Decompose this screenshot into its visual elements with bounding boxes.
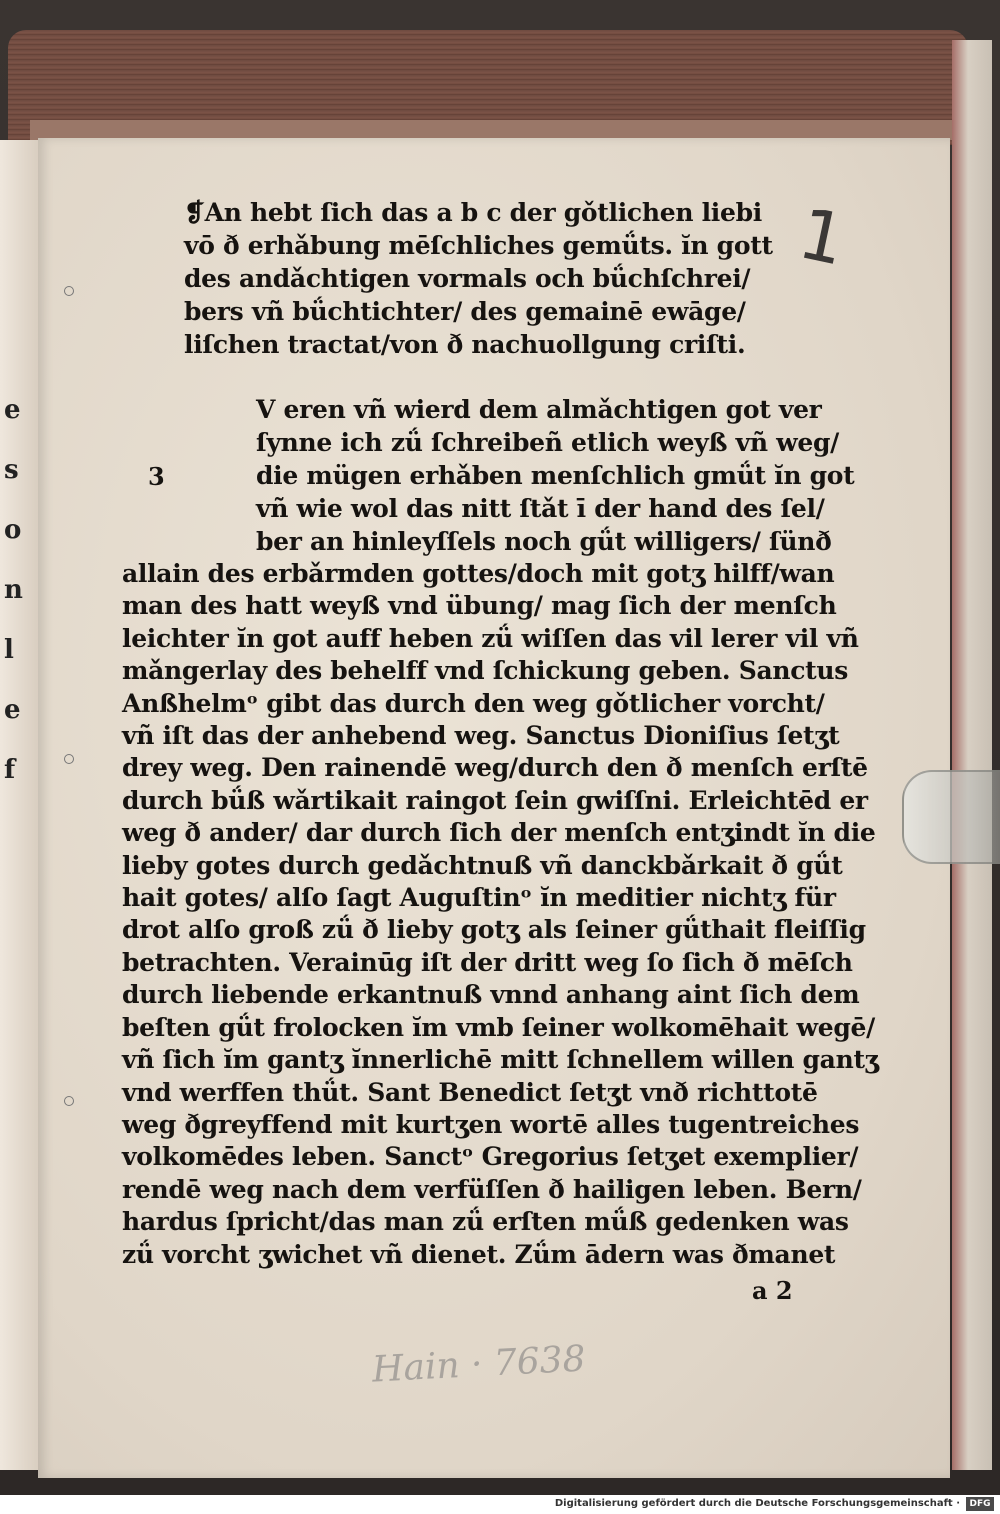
body-line: drey weg. Den rainendē weg/durch den ð menſch erſtē [122, 753, 868, 783]
left-mark: e [4, 395, 21, 425]
left-mark: e [4, 695, 21, 725]
page-clip [902, 770, 1000, 864]
body-line: vñ wie wol das nitt ſtǎt ī der hand des ſel/ [256, 494, 825, 523]
body-line: ber an hinleyſſels noch gǘt willigers/ ſünð [256, 527, 832, 556]
page-pinhole [64, 754, 74, 764]
heading-line: vō ð erhǎbung mēſchliches gemǘts. ĭn gott [184, 231, 773, 260]
left-mark: f [4, 755, 16, 785]
body-line: vñ ſich ĭm gantʒ ĭnnerlichē mitt ſchnellem willen gantʒ [122, 1045, 879, 1075]
body-line: durch liebende erkantnuß vnnd anhang aint ſich dem [122, 980, 860, 1010]
body-line: vnd werffen thǘt. Sant Benedict ſetʒt vnð richttotē [122, 1077, 818, 1107]
body-line: beſten gǘt frolocken ĭm vmb ſeiner wolkomēhait wegē/ [122, 1012, 875, 1042]
body-line: volkomēdes leben. Sanctᵒ Gregorius ſetʒet exemplier/ [122, 1142, 859, 1172]
body-line: vñ iſt das der anhebend weg. Sanctus Dioniſius ſetʒt [122, 721, 840, 751]
body-line: lieby gotes durch gedǎchtnuß vñ danckbǎrkait ð gǘt [122, 850, 843, 880]
page-pinhole [64, 1096, 74, 1106]
body-line: die mügen erhǎben menſchlich gmǘt ĭn got [256, 461, 855, 490]
body-line: zǘ vorcht ʒwichet vñ dienet. Zǘm ādern was ðmanet [122, 1239, 836, 1269]
footer-credit: Digitalisierung gefördert durch die Deutsche Forschungsgemeinschaft · [554, 1498, 960, 1509]
left-mark: s [4, 455, 19, 485]
body-line: V eren vñ wierd dem almǎchtigen got ver [256, 395, 822, 424]
body-full-block [122, 558, 879, 1271]
body-line: ſynne ich zǘ ſchreibeñ etlich weyß vñ weg/ [256, 428, 839, 457]
folio-number: 1 [791, 192, 853, 282]
body-line: durch bǘß wǎrtikait raingot ſein gwiſſni. Erleichtēd er [122, 785, 868, 815]
footer-bar [0, 1495, 1000, 1514]
body-line: mǎngerlay des behelff vnd ſchickung geben. Sanctus [122, 656, 849, 686]
body-line: man des hatt weyß vnd übung/ mag ſich der menſch [122, 591, 837, 621]
heading-line: des andǎchtigen vormals och bǘchſchrei/ [184, 264, 751, 293]
body-line: drot alſo groß zǘ ð lieby gotʒ als ſeiner gǘthait fleiſſig [122, 915, 866, 945]
heading-line: liſchen tractat/von ð nachuollgung criſti. [184, 330, 746, 359]
heading-line: bers vñ bǘchtichter/ des gemainē ewāge/ [184, 297, 746, 326]
book-right-edge [952, 40, 992, 1470]
left-mark: o [4, 515, 22, 545]
heading-block [184, 196, 773, 361]
body-line: weg ð ander/ dar durch ſich der menſch entʒindt ĭn die [122, 818, 876, 848]
body-line: allain des erbǎrmden gottes/doch mit gotʒ hilff/wan [122, 559, 835, 588]
body-line: betrachten. Verainūg iſt der dritt weg ſo ſich ð mēſch [122, 947, 853, 977]
pencil-annotation: Hain · 7638 [371, 1338, 587, 1391]
body-line: Anßhelmᵒ gibt das durch den weg gǒtlicher vorcht/ [122, 688, 825, 718]
body-line: hardus ſpricht/das man zǘ erſten mǘß gedenken was [122, 1207, 849, 1237]
body-line: rendē weg nach dem verfüſſen ð hailigen leben. Bern/ [122, 1174, 862, 1204]
heading-line: ❡An hebt ſich das a b c der gǒtlichen liebi [184, 198, 762, 227]
body-indented-block [256, 393, 854, 558]
body-line: hait gotes/ alſo ſagt Auguſtinᵒ ĭn meditier nichtʒ für [122, 883, 836, 913]
book-top-shadow [30, 120, 965, 140]
dfg-logo: DFG [966, 1497, 994, 1511]
page-pinhole [64, 286, 74, 296]
left-page-marks [4, 380, 24, 800]
body-line: weg ðgreyffend mit kurtʒen wortē alles tugentreiches [122, 1109, 860, 1139]
signature-mark: a 2 [752, 1276, 793, 1305]
margin-number: 3 [148, 462, 165, 491]
left-mark: n [4, 575, 23, 605]
body-line: leichter ĭn got auff heben zǘ wiſſen das vil lerer vil vñ [122, 623, 859, 653]
left-mark: l [4, 635, 14, 665]
